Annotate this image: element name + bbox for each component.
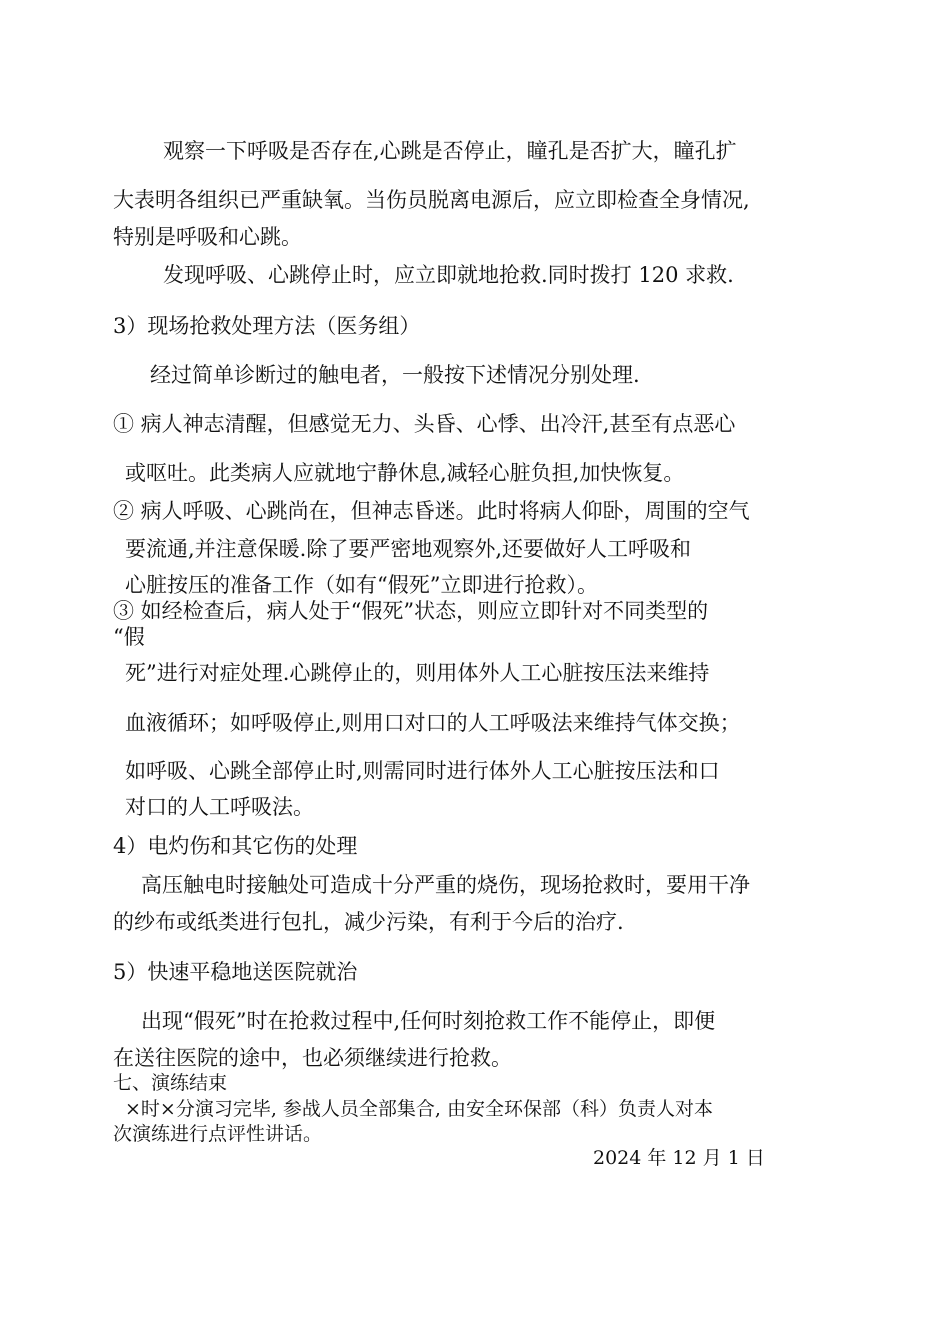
paragraph-line: 发现呼吸、心跳停止时，应立即就地抢救.同时拨打 120 求救. [163, 263, 734, 287]
paragraph-line: 高压触电时接触处可造成十分严重的烧伤，现场抢救时，要用干净 [141, 873, 750, 897]
paragraph-line: 血液循环；如呼吸停止,则用口对口的人工呼吸法来维持气体交换； [125, 711, 741, 735]
paragraph-line: 要流通,并注意保暖.除了要严密地观察外,还要做好人工呼吸和 [125, 537, 692, 561]
paragraph-line: “假 [113, 625, 145, 649]
paragraph-line: 心脏按压的准备工作（如有“假死”立即进行抢救）。 [125, 573, 598, 597]
paragraph-line: 对口的人工呼吸法。 [125, 795, 314, 819]
list-item: ② 病人呼吸、心跳尚在，但神志昏迷。此时将病人仰卧，周围的空气 [113, 499, 750, 523]
section-heading: 4）电灼伤和其它伤的处理 [113, 834, 358, 858]
paragraph-line: 观察一下呼吸是否存在,心跳是否停止，瞳孔是否扩大，瞳孔扩 [163, 139, 737, 163]
paragraph-line: 或呕吐。此类病人应就地宁静休息,减轻心脏负担,加快恢复。 [125, 461, 685, 485]
paragraph-line: 特别是呼吸和心跳。 [113, 225, 302, 249]
paragraph-line: 在送往医院的途中，也必须继续进行抢救。 [113, 1046, 512, 1070]
paragraph-line: 次演练进行点评性讲话。 [113, 1123, 323, 1145]
document-date: 2024 年 12 月 1 日 [593, 1147, 765, 1169]
paragraph-line: 大表明各组织已严重缺氧。当伤员脱离电源后，应立即检查全身情况, [113, 188, 750, 212]
paragraph-line: 出现“假死”时在抢救过程中,任何时刻抢救工作不能停止，即便 [141, 1009, 716, 1033]
list-item: ③ 如经检查后，病人处于“假死”状态，则应立即针对不同类型的 [113, 599, 709, 623]
section-heading: 3）现场抢救处理方法（医务组） [113, 314, 421, 338]
paragraph-line: 的纱布或纸类进行包扎，减少污染，有利于今后的治疗. [113, 910, 624, 934]
section-heading: 5）快速平稳地送医院就治 [113, 960, 358, 984]
section-heading: 七、演练结束 [113, 1072, 228, 1094]
paragraph-line: 经过简单诊断过的触电者，一般按下述情况分别处理. [150, 363, 640, 387]
list-item: ① 病人神志清醒，但感觉无力、头昏、心悸、出冷汗,甚至有点恶心 [113, 412, 736, 436]
paragraph-line: ×时×分演习完毕, 参战人员全部集合, 由安全环保部（科）负责人对本 [125, 1098, 713, 1120]
paragraph-line: 如呼吸、心跳全部停止时,则需同时进行体外人工心脏按压法和口 [125, 759, 720, 783]
paragraph-line: 死”进行对症处理.心跳停止的，则用体外人工心脏按压法来维持 [125, 661, 710, 685]
